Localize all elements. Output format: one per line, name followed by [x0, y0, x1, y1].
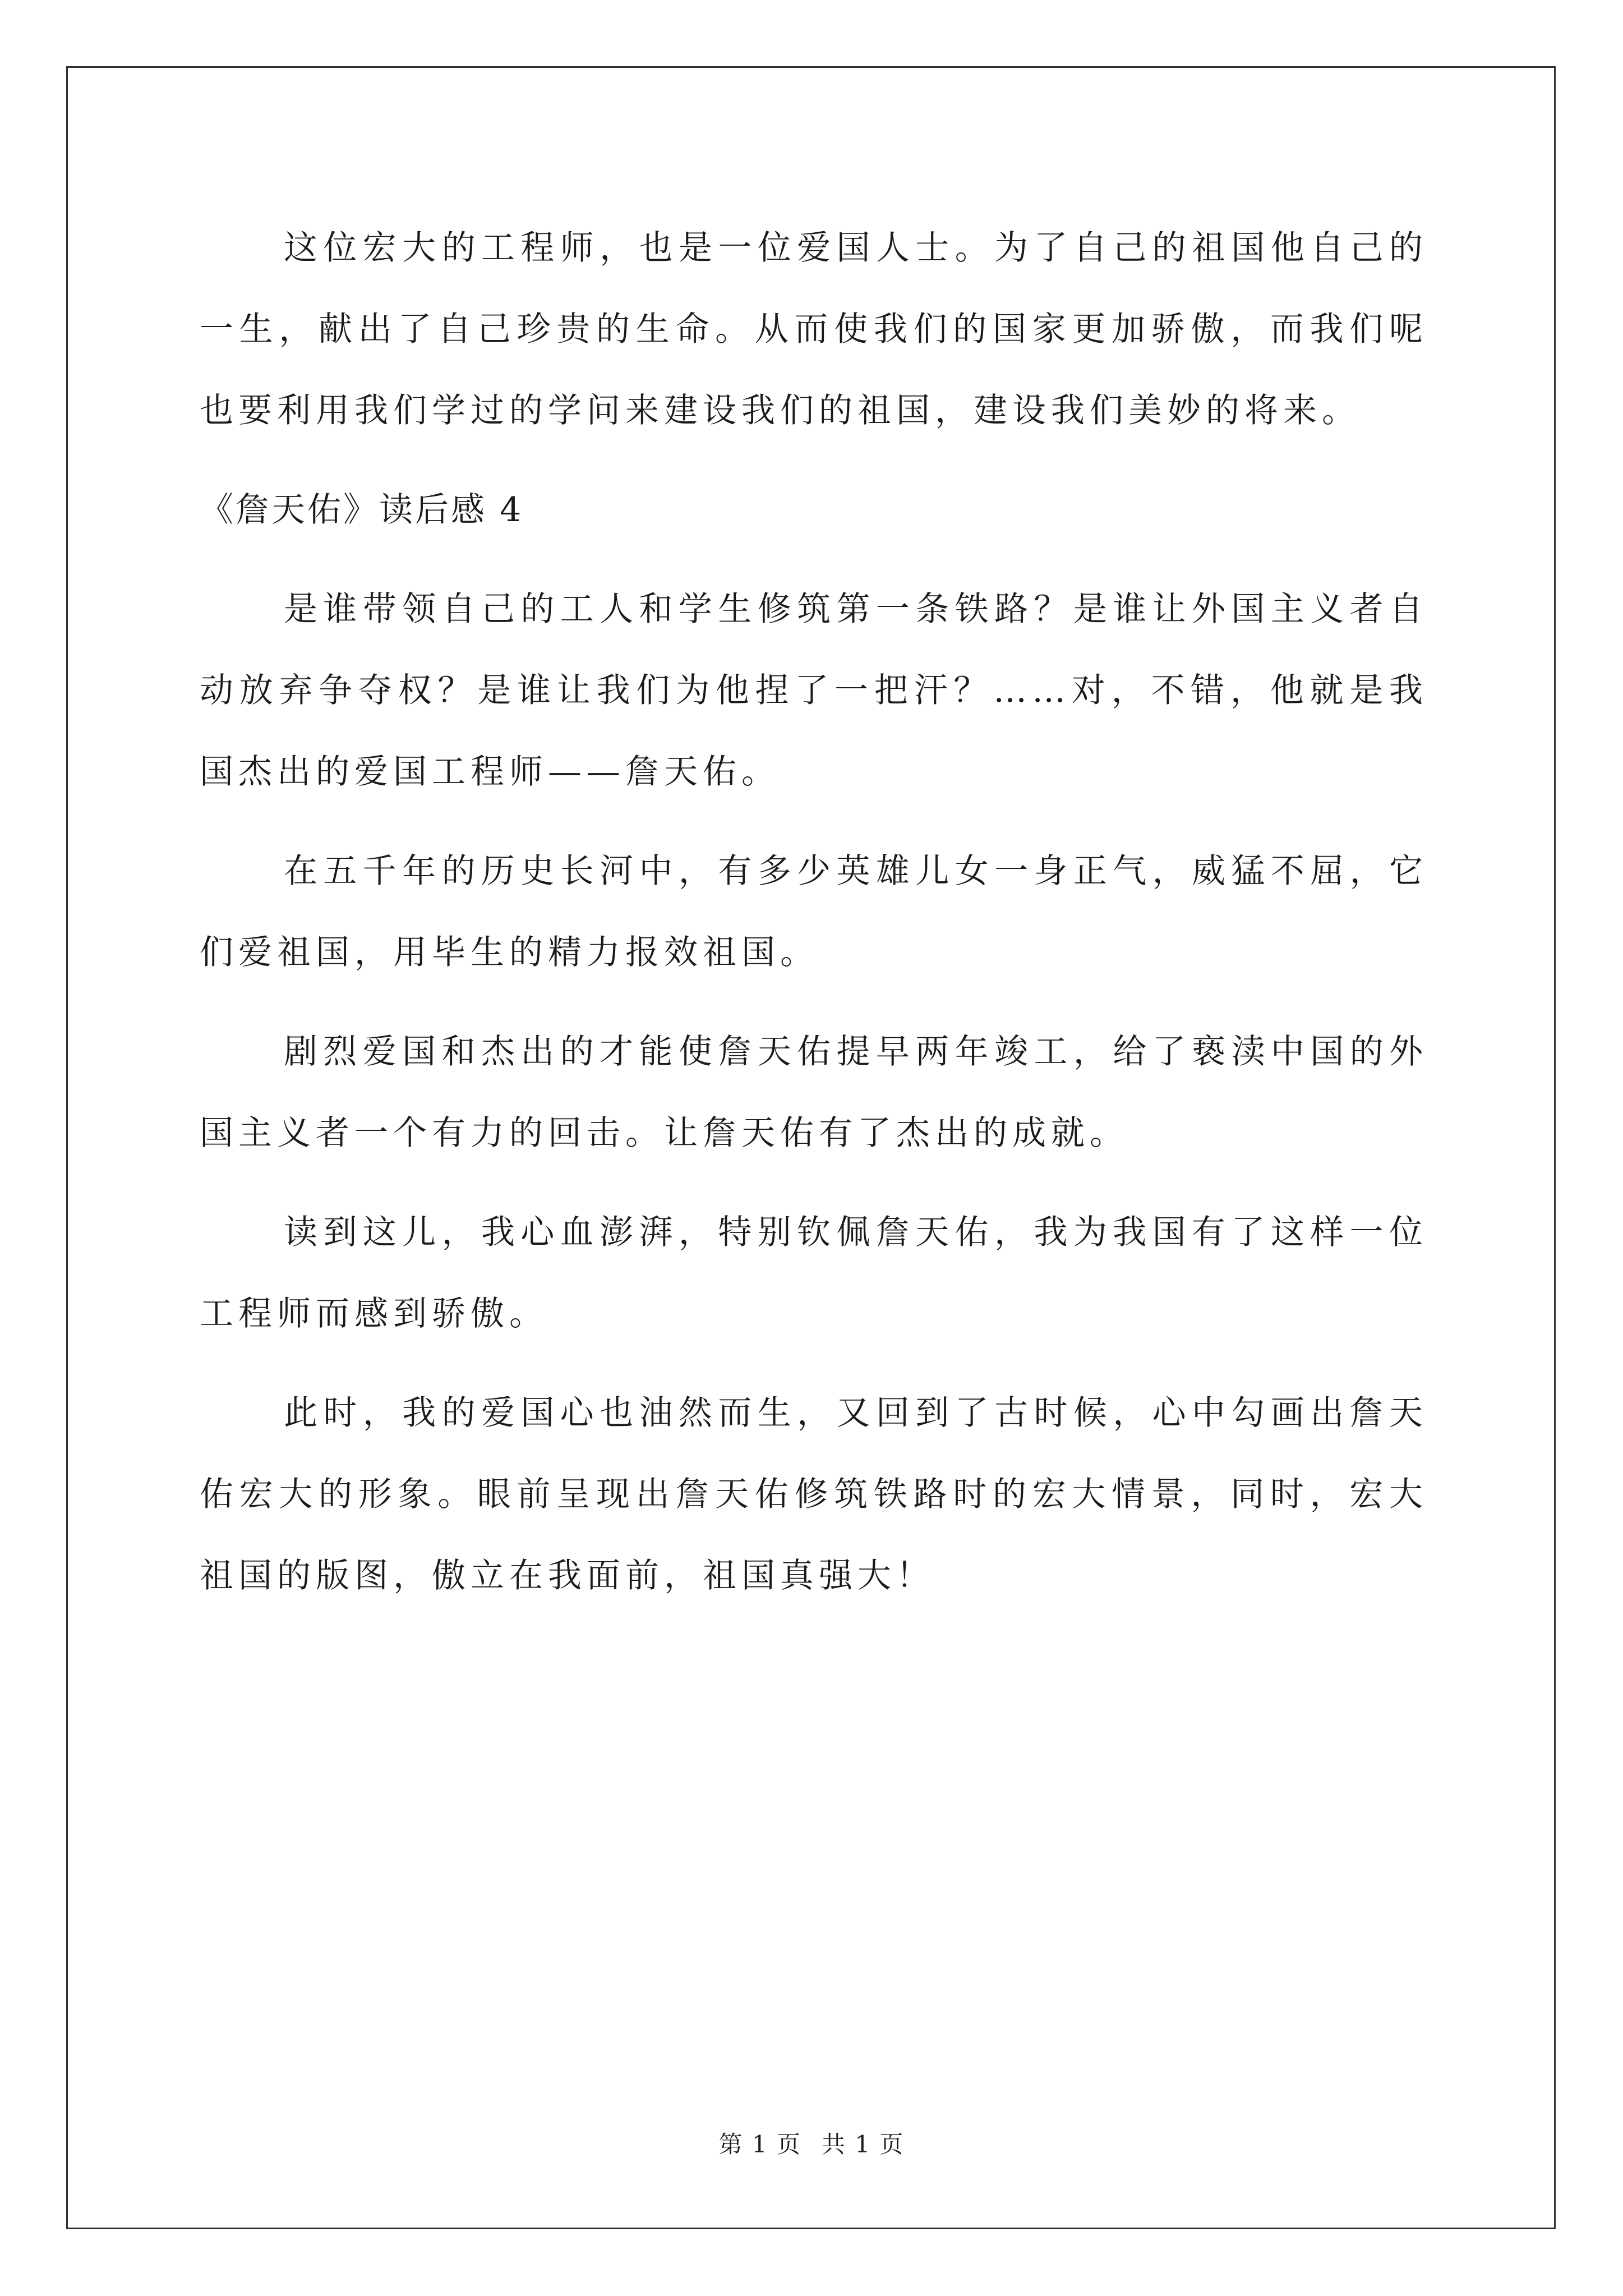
- page-number: 第 1 页: [718, 2131, 801, 2158]
- paragraph: 在五千年的历史长河中，有多少英雄儿女一身正气，威猛不屈，它们爱祖国，用毕生的精力报效祖国。: [200, 852, 1428, 972]
- document-body: [200, 208, 1428, 1635]
- paragraph: 这位宏大的工程师，也是一位爱国人士。为了自己的祖国他自己的一生，献出了自己珍贵的生命。从而使我们的国家更加骄傲，而我们呢也要利用我们学过的学问来建设我们的祖国，建设我们美妙的将来。: [200, 228, 1428, 430]
- page-footer: [0, 2126, 1623, 2160]
- paragraph: 剧烈爱国和杰出的才能使詹天佑提早两年竣工，给了亵渎中国的外国主义者一个有力的回击。让詹天佑有了杰出的成就。: [200, 1032, 1428, 1153]
- paragraph: 是谁带领自己的工人和学生修筑第一条铁路？是谁让外国主义者自动放弃争夺权？是谁让我们为他捏了一把汗？……对，不错，他就是我国杰出的爱国工程师——詹天佑。: [200, 590, 1428, 792]
- paragraph: 读到这儿，我心血澎湃，特别钦佩詹天佑，我为我国有了这样一位工程师而感到骄傲。: [200, 1213, 1428, 1333]
- page-total: 共 1 页: [822, 2131, 905, 2158]
- paragraph: 此时，我的爱国心也油然而生，又回到了古时候，心中勾画出詹天佑宏大的形象。眼前呈现出詹天佑修筑铁路时的宏大情景，同时，宏大祖国的版图，傲立在我面前，祖国真强大！: [200, 1393, 1428, 1595]
- section-heading: 《詹天佑》读后感 4: [200, 490, 524, 530]
